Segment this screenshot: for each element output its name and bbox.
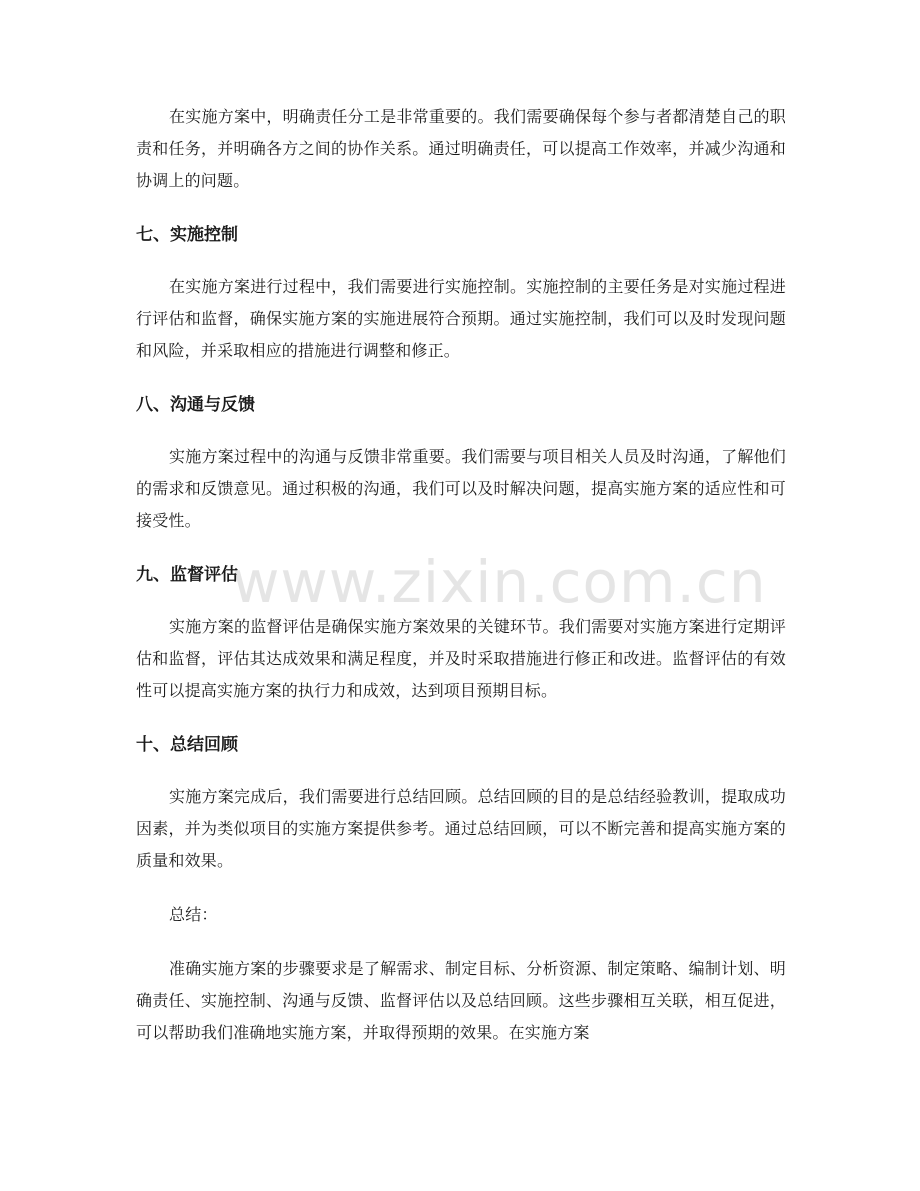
heading-supervision-evaluation: 九、监督评估 (136, 565, 238, 585)
heading-communication-feedback: 八、沟通与反馈 (136, 395, 255, 415)
paragraph-implementation-control: 在实施方案进行过程中，我们需要进行实施控制。实施控制的主要任务是对实施过程进行评估和监督，确保实施方案的实施进展符合预期。通过实施控制，我们可以及时发现问题和风险，并采取相应的措施进行调整和修正。 (136, 277, 786, 360)
heading-implementation-control: 七、实施控制 (136, 225, 238, 245)
paragraph-summary-review: 实施方案完成后，我们需要进行总结回顾。总结回顾的目的是总结经验教训，提取成功因素，并为类似项目的实施方案提供参考。通过总结回顾，可以不断完善和提高实施方案的质量和效果。 (136, 787, 786, 870)
paragraph-communication-feedback: 实施方案过程中的沟通与反馈非常重要。我们需要与项目相关人员及时沟通，了解他们的需求和反馈意见。通过积极的沟通，我们可以及时解决问题，提高实施方案的适应性和可接受性。 (136, 447, 786, 530)
paragraph-summary: 准确实施方案的步骤要求是了解需求、制定目标、分析资源、制定策略、编制计划、明确责任、实施控制、沟通与反馈、监督评估以及总结回顾。这些步骤相互关联，相互促进，可以帮助我们准确地实施方案，并取得预期的效果。在实施方案 (136, 959, 786, 1042)
summary-label: 总结： (169, 905, 218, 924)
paragraph-supervision-evaluation: 实施方案的监督评估是确保实施方案效果的关键环节。我们需要对实施方案进行定期评估和监督，评估其达成效果和满足程度，并及时采取措施进行修正和改进。监督评估的有效性可以提高实施方案的执行力和成效，达到项目预期目标。 (136, 617, 786, 700)
heading-summary-review: 十、总结回顾 (136, 735, 238, 755)
watermark: www.zixin.com.cn (232, 548, 767, 616)
paragraph-responsibility: 在实施方案中，明确责任分工是非常重要的。我们需要确保每个参与者都清楚自己的职责和任务，并明确各方之间的协作关系。通过明确责任，可以提高工作效率，并减少沟通和协调上的问题。 (136, 107, 786, 190)
